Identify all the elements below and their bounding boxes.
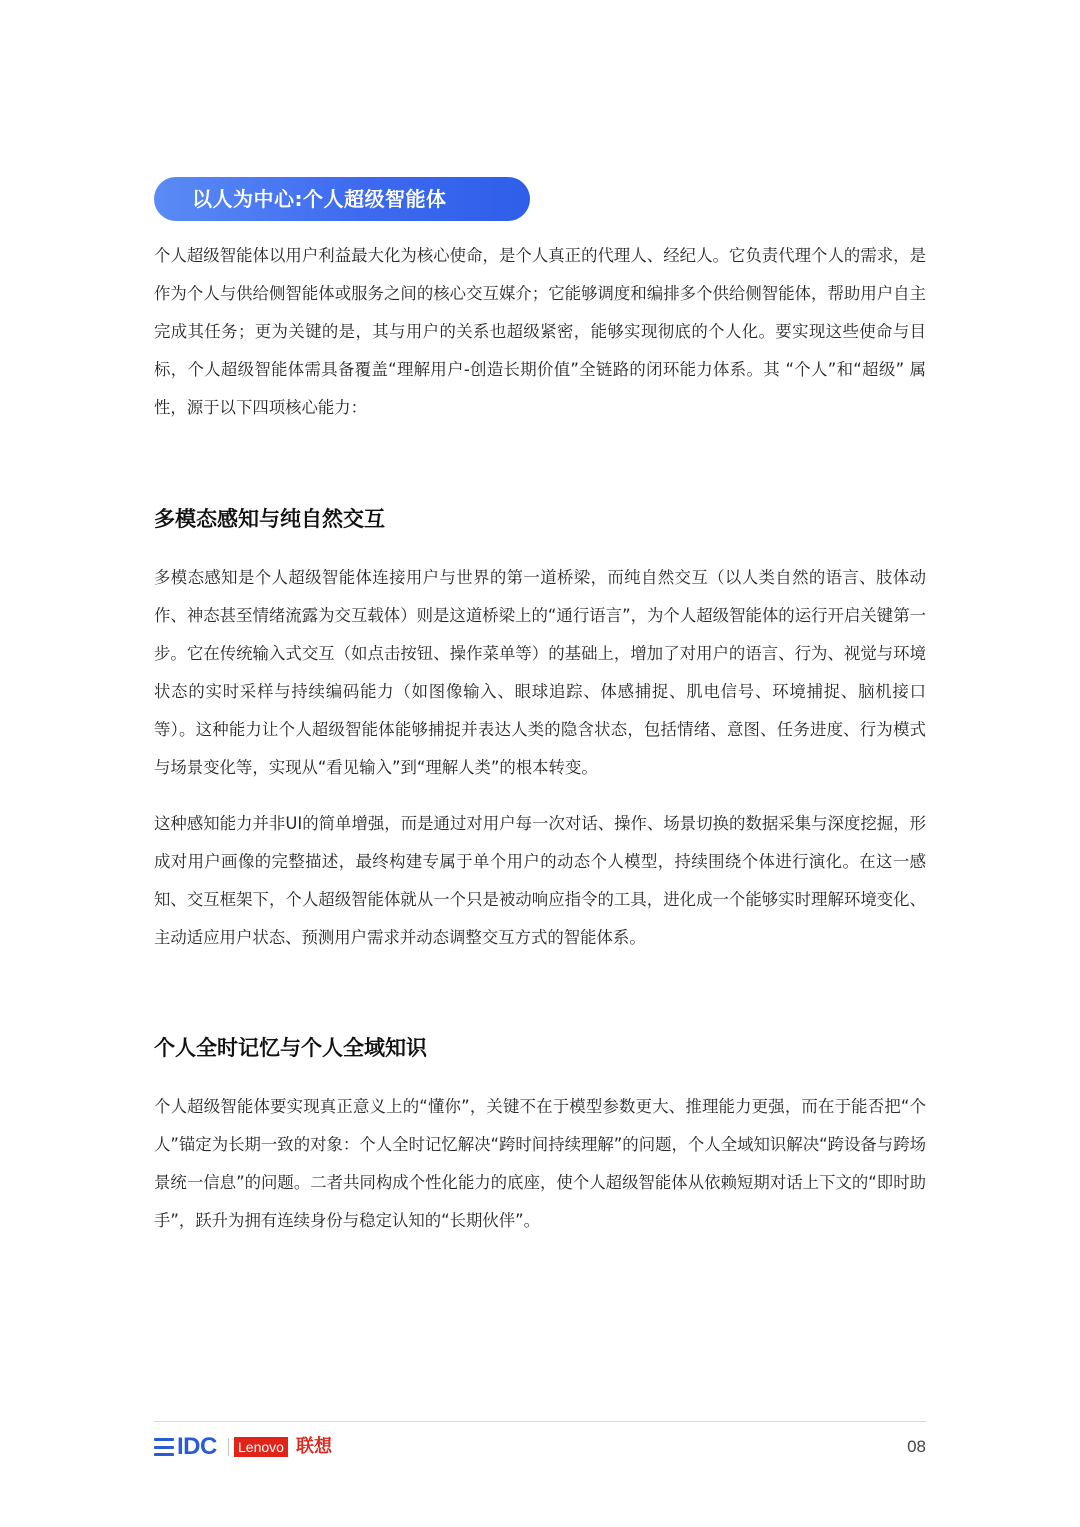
idc-logo (154, 1433, 217, 1461)
page-number: 08 (907, 1437, 926, 1456)
section1-paragraph-1: 多模态感知是个人超级智能体连接用户与世界的第一道桥梁，而纯自然交互（以人类自然的语言、肢体动作、神态甚至情绪流露为交互载体）则是这道桥梁上的“通行语言”，为个人超级智能体的运行开启关键第一步。它在传统输入式交互（如点击按钮、操作菜单等）的基础上，增加了对用户的语言、行为、视觉与环境状态的实时采样与持续编码能力（如图像输入、眼球追踪、体感捕捉、肌电信号、环境捕捉、脑机接口等）。这种能力让个人超级智能体能够捕捉并表达人类的隐含状态，包括情绪、意图、任务进度、行为模式与场景变化等，实现从“看见输入”到“理解人类”的根本转变。 (154, 568, 926, 777)
section-title-pill (154, 177, 530, 221)
section1-heading: 多模态感知与纯自然交互 (154, 507, 385, 531)
section1-paragraph-2: 这种感知能力并非UI的简单增强，而是通过对用户每一次对话、操作、场景切换的数据采集与深度挖掘，形成对用户画像的完整描述，最终构建专属于单个用户的动态个人模型，持续围绕个体进行演化。在这一感知、交互框架下，个人超级智能体就从一个只是被动响应指令的工具，进化成一个能够实时理解环境变化、主动适应用户状态、预测用户需求并动态调整交互方式的智能体系。 (154, 814, 926, 947)
footer-divider (154, 1421, 926, 1422)
intro-paragraph: 个人超级智能体以用户利益最大化为核心使命，是个人真正的代理人、经纪人。它负责代理个人的需求，是作为个人与供给侧智能体或服务之间的核心交互媒介；它能够调度和编排多个供给侧智能体，帮助用户自主完成其任务；更为关键的是，其与用户的关系也超级紧密，能够实现彻底的个人化。要实现这些使命与目标，个人超级智能体需具备覆盖“理解用户-创造长期价值”全链路的闭环能力体系。其 “个人”和“超级” 属性，源于以下四项核心能力： (154, 246, 926, 417)
lianxiang-logo-text: 联想 (296, 1436, 332, 1457)
section-title: 以人为中心:个人超级智能体 (192, 187, 447, 211)
lenovo-logo-text: Lenovo (238, 1439, 284, 1455)
idc-lines-icon (154, 1438, 174, 1456)
logo-separator (228, 1438, 229, 1456)
section2-heading: 个人全时记忆与个人全域知识 (154, 1036, 427, 1060)
idc-logo-text: IDC (177, 1433, 217, 1460)
section2-paragraph-1: 个人超级智能体要实现真正意义上的“懂你”，关键不在于模型参数更大、推理能力更强，而在于能否把“个人”锚定为长期一致的对象：个人全时记忆解决“跨时间持续理解”的问题，个人全域知识解决“跨设备与跨场景统一信息”的问题。二者共同构成个性化能力的底座，使个人超级智能体从依赖短期对话上下文的“即时助手”，跃升为拥有连续身份与稳定认知的“长期伙伴”。 (154, 1097, 926, 1230)
lenovo-logo (234, 1437, 288, 1457)
